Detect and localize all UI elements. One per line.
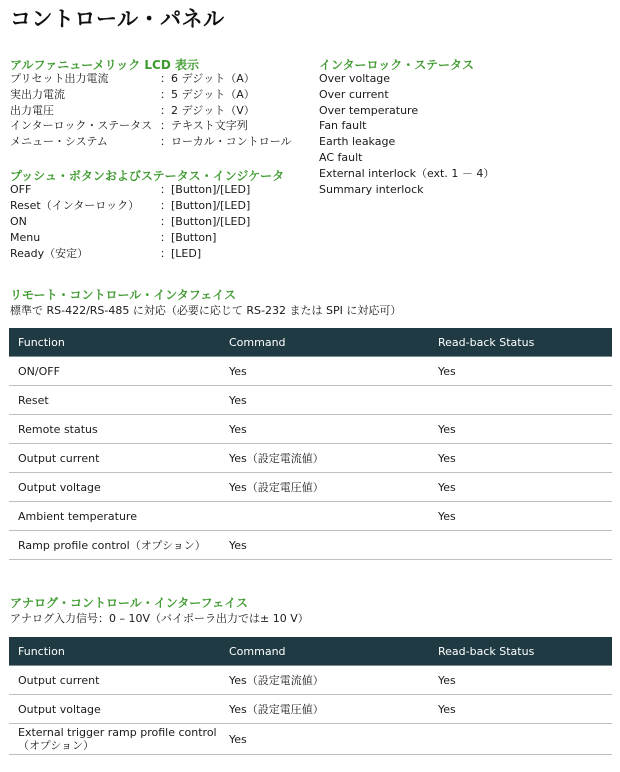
cell-function: Ramp profile control（オプション）: [9, 531, 220, 560]
cell-readback: Yes: [429, 502, 612, 531]
column-header-command: Command: [220, 328, 429, 357]
cell-command: Yes: [220, 357, 429, 386]
lcd-item-label: メニュー・システム: [10, 135, 108, 148]
table-row: [9, 386, 612, 415]
cell-readback: Yes: [429, 357, 612, 386]
cell-command: Yes: [220, 724, 429, 755]
table-row: [9, 473, 612, 502]
cell-readback: [429, 531, 612, 560]
page-title: コントロール・パネル: [10, 7, 225, 31]
table-row: [9, 415, 612, 444]
button-item-value: ：[Button]/[LED]: [160, 215, 251, 228]
button-item-value: ：[LED]: [160, 247, 202, 260]
cell-command: Yes: [220, 531, 429, 560]
table-row: [9, 502, 612, 531]
cell-readback: Yes: [429, 473, 612, 502]
buttons-heading: プッシュ・ボタンおよびステータス・インジケータ: [10, 169, 285, 183]
table-row: [9, 444, 612, 473]
lcd-item-value: ：2 デジット（V）: [160, 104, 255, 117]
cell-command: Yes（設定電流値）: [220, 444, 429, 473]
cell-readback: Yes: [429, 415, 612, 444]
interlock-item: Over temperature: [319, 104, 419, 117]
lcd-item-value: ：5 デジット（A）: [160, 88, 255, 101]
interlock-item: Over voltage: [319, 72, 391, 85]
lcd-item-label: 実出力電流: [10, 88, 65, 101]
lcd-item-value: ：6 デジット（A）: [160, 72, 255, 85]
cell-command: [220, 502, 429, 531]
analog-note: アナログ入力信号：0 – 10V（バイポーラ出力では± 10 V）: [10, 612, 309, 625]
interlock-item: Over current: [319, 88, 389, 101]
interlock-item: External interlock（ext. 1 － 4）: [319, 167, 495, 180]
cell-function: ON/OFF: [9, 357, 220, 386]
table-row: [9, 357, 612, 386]
cell-command: Yes（設定電圧値）: [220, 695, 429, 724]
analog-table: [9, 637, 612, 755]
table-row: [9, 531, 612, 560]
cell-command: Yes（設定電圧値）: [220, 473, 429, 502]
button-item-label: ON: [10, 215, 27, 228]
interlock-item: Fan fault: [319, 119, 367, 132]
column-header-command: Command: [220, 637, 429, 666]
button-item-label: Ready（安定）: [10, 247, 89, 260]
interlock-heading: インターロック・ステータス: [319, 58, 475, 72]
cell-function: Ambient temperature: [9, 502, 220, 531]
cell-command: Yes（設定電流値）: [220, 666, 429, 695]
button-item-value: ：[Button]: [160, 231, 217, 244]
cell-command: Yes: [220, 386, 429, 415]
button-item-label: Reset（インターロック）: [10, 199, 140, 212]
cell-readback: [429, 386, 612, 415]
interlock-item: Summary interlock: [319, 183, 424, 196]
cell-function-line: （オプション）: [18, 739, 95, 752]
table-row: [9, 695, 612, 724]
cell-readback: Yes: [429, 444, 612, 473]
lcd-item-label: プリセット出力電流: [10, 72, 109, 85]
cell-readback: Yes: [429, 695, 612, 724]
lcd-item-value: ：テキスト文字列: [160, 119, 248, 132]
remote-note: 標準で RS-422/RS-485 に対応（必要に応じて RS-232 または SPI に対応可）: [10, 304, 402, 317]
cell-function: Output current: [9, 666, 220, 695]
table-header-row: [9, 637, 612, 666]
column-header-function: Function: [9, 328, 220, 357]
cell-function: Reset: [9, 386, 220, 415]
column-header-readback: Read-back Status: [429, 328, 612, 357]
cell-function: Output current: [9, 444, 220, 473]
button-item-value: ：[Button]/[LED]: [160, 183, 251, 196]
cell-readback: Yes: [429, 666, 612, 695]
column-header-readback: Read-back Status: [429, 637, 612, 666]
cell-readback: [429, 724, 612, 755]
column-header-function: Function: [9, 637, 220, 666]
interlock-item: AC fault: [319, 151, 363, 164]
button-item-value: ：[Button]/[LED]: [160, 199, 251, 212]
lcd-item-label: 出力電圧: [10, 104, 54, 117]
button-item-label: OFF: [10, 183, 32, 196]
cell-function: Output voltage: [9, 473, 220, 502]
cell-function: [9, 724, 220, 755]
table-header-row: [9, 328, 612, 357]
table-row: [9, 724, 612, 755]
lcd-item-value: ：ローカル・コントロール: [160, 135, 292, 148]
interlock-item: Earth leakage: [319, 135, 396, 148]
cell-command: Yes: [220, 415, 429, 444]
cell-function-line: External trigger ramp profile control: [18, 726, 217, 739]
button-item-label: Menu: [10, 231, 41, 244]
cell-function: Remote status: [9, 415, 220, 444]
lcd-item-label: インターロック・ステータス: [10, 119, 153, 132]
table-row: [9, 666, 612, 695]
lcd-heading: アルファニューメリック LCD 表示: [10, 58, 199, 72]
analog-heading: アナログ・コントロール・インターフェイス: [10, 596, 248, 610]
cell-function: Output voltage: [9, 695, 220, 724]
remote-heading: リモート・コントロール・インタフェイス: [10, 288, 237, 302]
remote-table: [9, 328, 612, 560]
